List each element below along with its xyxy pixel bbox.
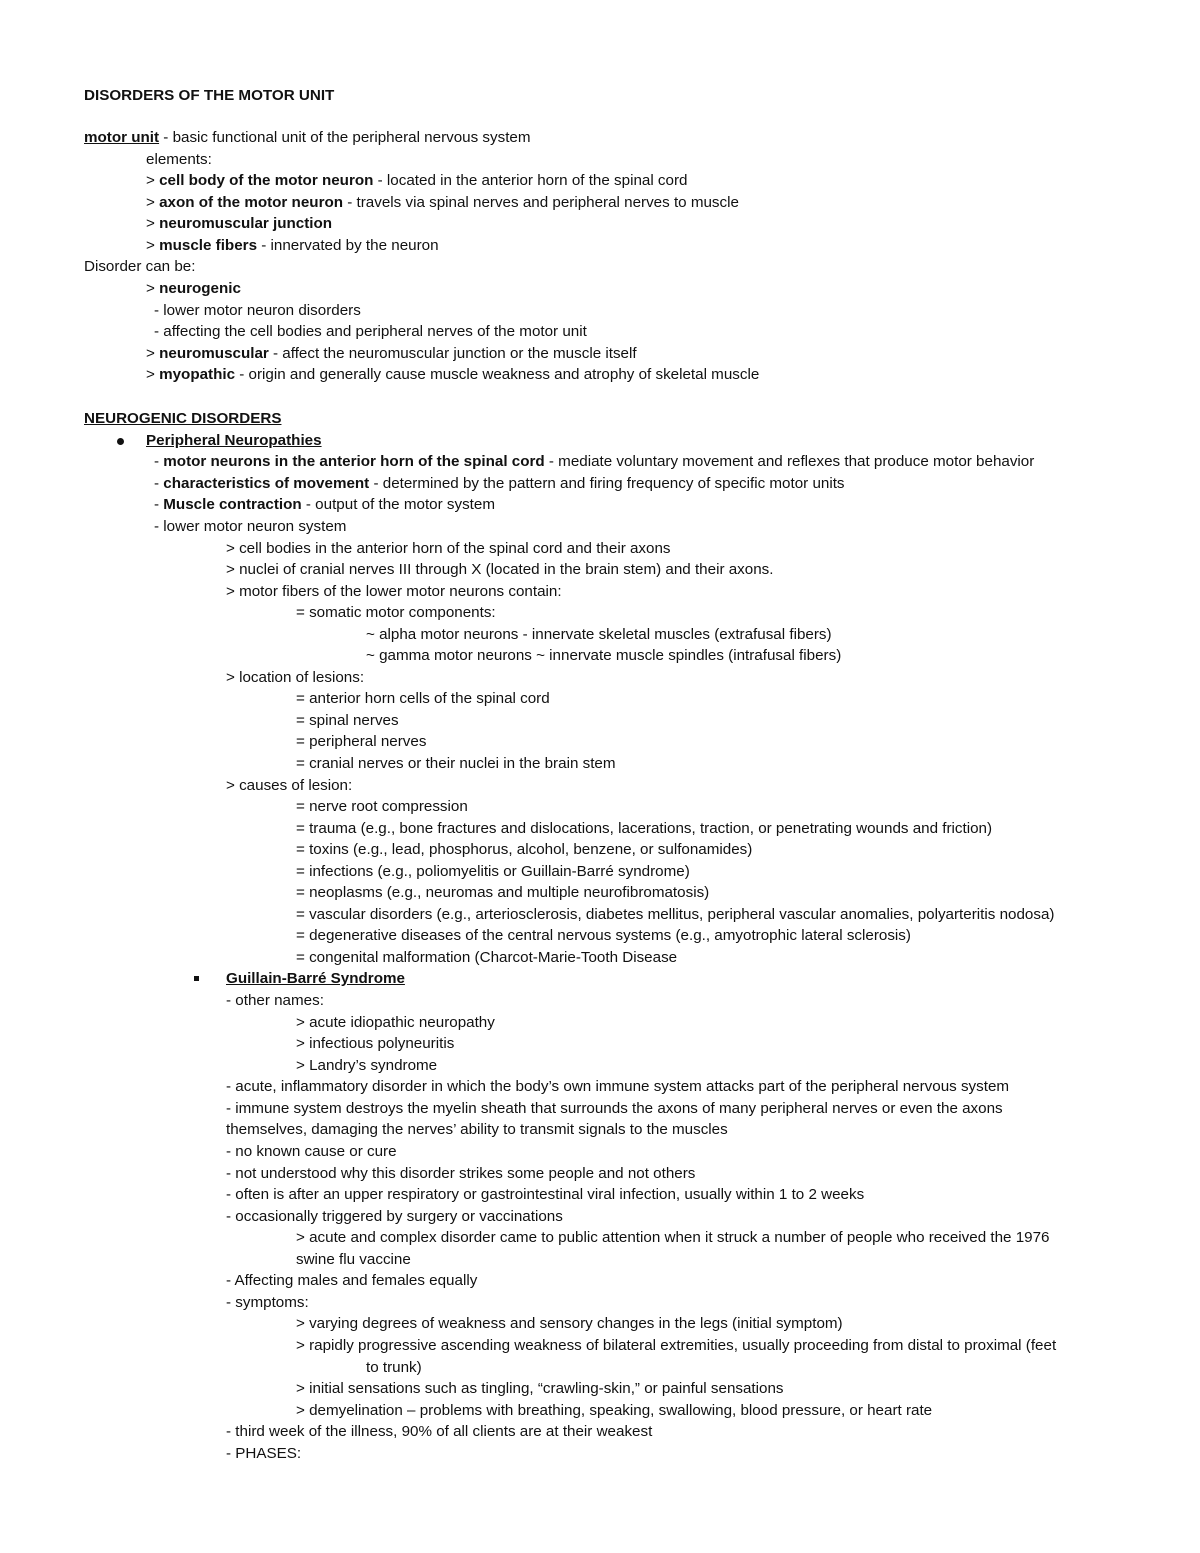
motor-unit-term: motor unit [84, 129, 160, 146]
bullet-icon [117, 438, 124, 445]
somatic-label: = somatic motor components: [296, 604, 496, 621]
lmn-point: > cell bodies in the anterior horn of the spinal cord and their axons [226, 540, 671, 557]
gbs-name: > acute idiopathic neuropathy [296, 1014, 495, 1031]
neurogenic-heading: NEUROGENIC DISORDERS [84, 410, 282, 427]
gbs-symptom: > rapidly progressive ascending weakness of bilateral extremities, usually proceeding from distal to proximal (feet [296, 1337, 1057, 1354]
document-title: DISORDERS OF THE MOTOR UNIT [84, 87, 335, 104]
gbs-symptom: > initial sensations such as tingling, “crawling-skin,” or painful sensations [296, 1380, 784, 1397]
element-item: > neuromuscular junction [146, 215, 333, 232]
gbs-affecting: - Affecting males and females equally [226, 1272, 478, 1289]
neurogenic-point: - affecting the cell bodies and peripheral nerves of the motor unit [154, 323, 587, 340]
gbs-fact: - immune system destroys the myelin sheath that surrounds the axons of many peripheral nerves or even the axons [226, 1100, 1003, 1117]
cause-item: = congenital malformation (Charcot-Marie-Tooth Disease [296, 949, 678, 966]
cause-item: = vascular disorders (e.g., arteriosclerosis, diabetes mellitus, peripheral vascular anomalies, polyarteritis nodosa) [296, 906, 1055, 923]
gbs-symptom: > varying degrees of weakness and sensory changes in the legs (initial symptom) [296, 1315, 843, 1332]
lmn-label: - lower motor neuron system [154, 518, 347, 535]
cause-item: = toxins (e.g., lead, phosphorus, alcohol, benzene, or sulfonamides) [296, 841, 753, 858]
gbs-third-week: - third week of the illness, 90% of all clients are at their weakest [226, 1423, 653, 1440]
gbs-symptom: > demyelination – problems with breathing, speaking, swallowing, blood pressure, or heart rate [296, 1402, 933, 1419]
lmn-point: > nuclei of cranial nerves III through X (located in the brain stem) and their axons. [226, 561, 774, 578]
gbs-name: > Landry’s syndrome [296, 1057, 438, 1074]
disorder-label: Disorder can be: [84, 258, 196, 275]
gbs-symptoms-label: - symptoms: [226, 1294, 309, 1311]
cause-item: = infections (e.g., poliomyelitis or Guillain-Barré syndrome) [296, 863, 690, 880]
gbs-swine-note-cont: swine flu vaccine [296, 1251, 411, 1268]
location-label: > location of lesions: [226, 669, 365, 686]
gbs-phases: - PHASES: [226, 1445, 302, 1462]
cause-item: = degenerative diseases of the central nervous systems (e.g., amyotrophic lateral sclerosis) [296, 927, 911, 944]
gbs-name: > infectious polyneuritis [296, 1035, 455, 1052]
location-item: = peripheral nerves [296, 733, 427, 750]
peripheral-neuropathies-title: Peripheral Neuropathies [146, 432, 322, 449]
location-item: = anterior horn cells of the spinal cord [296, 690, 550, 707]
peripheral-item: - Muscle contraction - output of the motor system [154, 496, 495, 513]
disorder-type-neurogenic: > neurogenic [146, 280, 241, 297]
element-item: > muscle fibers - innervated by the neuron [146, 237, 439, 254]
gbs-swine-note: > acute and complex disorder came to public attention when it struck a number of people who received the 1976 [296, 1229, 1050, 1246]
peripheral-item: - motor neurons in the anterior horn of the spinal cord - mediate voluntary movement and reflexes that produce motor behavior [154, 453, 1035, 470]
gbs-fact: - occasionally triggered by surgery or vaccinations [226, 1208, 563, 1225]
gbs-fact: - no known cause or cure [226, 1143, 397, 1160]
somatic-item: ~ alpha motor neurons - innervate skeletal muscles (extrafusal fibers) [366, 626, 832, 643]
element-item: > cell body of the motor neuron - located in the anterior horn of the spinal cord [146, 172, 688, 189]
neurogenic-point: - lower motor neuron disorders [154, 302, 361, 319]
location-item: = cranial nerves or their nuclei in the brain stem [296, 755, 616, 772]
causes-label: > causes of lesion: [226, 777, 353, 794]
gbs-title: Guillain-Barré Syndrome [226, 970, 405, 987]
element-item: > axon of the motor neuron - travels via spinal nerves and peripheral nerves to muscle [146, 194, 739, 211]
disorder-type-myopathic: > myopathic - origin and generally cause muscle weakness and atrophy of skeletal muscle [146, 366, 760, 383]
gbs-fact: - often is after an upper respiratory or gastrointestinal viral infection, usually within 1 to 2 weeks [226, 1186, 865, 1203]
gbs-fact: - acute, inflammatory disorder in which the body’s own immune system attacks part of the peripheral nervous system [226, 1078, 1010, 1095]
cause-item: = trauma (e.g., bone fractures and dislocations, lacerations, traction, or penetrating wounds and friction) [296, 820, 993, 837]
disorder-type-neuromuscular: > neuromuscular - affect the neuromuscular junction or the muscle itself [146, 345, 637, 362]
gbs-fact: - not understood why this disorder strikes some people and not others [226, 1165, 696, 1182]
cause-item: = neoplasms (e.g., neuromas and multiple neurofibromatosis) [296, 884, 710, 901]
cause-item: = nerve root compression [296, 798, 468, 815]
peripheral-item: - characteristics of movement - determined by the pattern and firing frequency of specific motor units [154, 475, 845, 492]
motor-unit-definition: motor unit - basic functional unit of the peripheral nervous system [84, 129, 531, 146]
elements-label: elements: [146, 151, 212, 168]
square-bullet-icon [194, 976, 199, 981]
lmn-point: > motor fibers of the lower motor neurons contain: [226, 583, 562, 600]
gbs-fact: themselves, damaging the nerves’ ability to transmit signals to the muscles [226, 1121, 728, 1138]
somatic-item: ~ gamma motor neurons ~ innervate muscle spindles (intrafusal fibers) [366, 647, 842, 664]
location-item: = spinal nerves [296, 712, 399, 729]
gbs-symptom-cont: to trunk) [366, 1359, 422, 1376]
gbs-names-label: - other names: [226, 992, 324, 1009]
